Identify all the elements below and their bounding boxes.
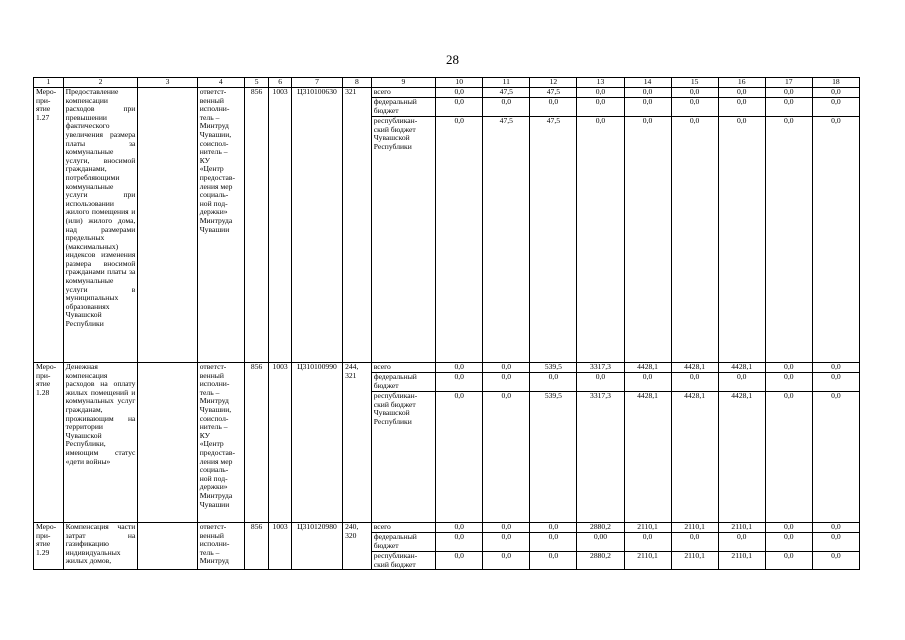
grbs-code: 856	[244, 363, 269, 523]
csr-code: Ц310120980	[291, 523, 342, 570]
amount-cell: 2110,1	[671, 523, 718, 533]
event-number: Меро- при- ятие 1.29	[34, 523, 64, 570]
event-name: Денежная компенсация расходов на оплату жилых помещений и коммунальных услуг гражданам, проживающим на территории Чувашской Республики, имеющим статус «дети войны»	[63, 363, 138, 523]
csr-code: Ц310100990	[291, 363, 342, 523]
event-name: Предоставление компенсации расходов при превышении фактического увеличения размера платы за коммунальные услуги, вносимой гражданами, потребляющими коммунальные услуги при использовании жилого помещения и (или) жилого дома, над размерами предельных (максимальных) индексов изменения размера вносимой гражданами платы за коммунальные услуги в муниципальных образованиях Чувашской Республики	[63, 88, 138, 363]
funding-source: всего	[371, 88, 435, 98]
amount-cell: 0,0	[765, 363, 812, 373]
subprogram-cell	[138, 88, 197, 363]
amount-cell: 539,5	[530, 363, 577, 373]
amount-cell: 0,0	[530, 523, 577, 533]
csr-code: Ц310100630	[291, 88, 342, 363]
amount-cell: 0,0	[765, 533, 812, 552]
amount-cell: 0,0	[718, 373, 765, 392]
amount-cell: 47,5	[530, 117, 577, 363]
amount-cell: 0,0	[483, 533, 530, 552]
funding-source: федеральный бюджет	[371, 98, 435, 117]
column-header: 4	[197, 78, 244, 88]
grbs-code: 856	[244, 88, 269, 363]
amount-cell: 0,0	[436, 392, 483, 523]
amount-cell: 0,0	[624, 117, 671, 363]
amount-cell: 2110,1	[671, 552, 718, 570]
event-number: Меро- при- ятие 1.28	[34, 363, 64, 523]
amount-cell: 0,0	[577, 373, 624, 392]
column-header: 2	[63, 78, 138, 88]
amount-cell: 0,0	[483, 98, 530, 117]
amount-cell: 47,5	[483, 117, 530, 363]
amount-cell: 0,0	[812, 98, 859, 117]
column-header: 11	[483, 78, 530, 88]
amount-cell: 4428,1	[624, 363, 671, 373]
amount-cell: 0,0	[483, 373, 530, 392]
table-row	[34, 523, 860, 533]
amount-cell: 3317,3	[577, 392, 624, 523]
amount-cell: 539,5	[530, 392, 577, 523]
funding-source: всего	[371, 523, 435, 533]
amount-cell: 47,5	[483, 88, 530, 98]
column-header: 6	[269, 78, 292, 88]
column-header: 9	[371, 78, 435, 88]
column-header: 8	[343, 78, 372, 88]
amount-cell: 0,0	[765, 98, 812, 117]
column-header: 18	[812, 78, 859, 88]
amount-cell: 0,0	[718, 98, 765, 117]
subprogram-cell	[138, 363, 197, 523]
amount-cell: 0,0	[812, 88, 859, 98]
amount-cell: 0,0	[765, 373, 812, 392]
amount-cell: 0,0	[530, 552, 577, 570]
funding-source: федеральный бюджет	[371, 533, 435, 552]
amount-cell: 0,0	[624, 98, 671, 117]
amount-cell: 0,0	[671, 373, 718, 392]
amount-cell: 0,0	[718, 533, 765, 552]
amount-cell: 4428,1	[718, 363, 765, 373]
amount-cell: 0,0	[812, 392, 859, 523]
amount-cell: 0,00	[577, 533, 624, 552]
amount-cell: 0,0	[530, 373, 577, 392]
amount-cell: 0,0	[765, 392, 812, 523]
amount-cell: 4428,1	[718, 392, 765, 523]
amount-cell: 4428,1	[624, 392, 671, 523]
table-row	[34, 88, 860, 98]
subprogram-cell	[138, 523, 197, 570]
column-header: 15	[671, 78, 718, 88]
funding-source: республикан- ский бюджет	[371, 552, 435, 570]
amount-cell: 0,0	[718, 88, 765, 98]
amount-cell: 0,0	[436, 373, 483, 392]
rz-pr-code: 1003	[269, 88, 292, 363]
column-header: 3	[138, 78, 197, 88]
amount-cell: 0,0	[483, 392, 530, 523]
amount-cell: 0,0	[812, 363, 859, 373]
amount-cell: 0,0	[671, 88, 718, 98]
amount-cell: 0,0	[671, 98, 718, 117]
budget-table	[33, 77, 860, 570]
amount-cell: 0,0	[765, 88, 812, 98]
amount-cell: 0,0	[624, 373, 671, 392]
amount-cell: 0,0	[436, 523, 483, 533]
amount-cell: 3317,3	[577, 363, 624, 373]
amount-cell: 0,0	[812, 373, 859, 392]
amount-cell: 0,0	[530, 533, 577, 552]
vr-code: 244, 321	[343, 363, 372, 523]
amount-cell: 0,0	[436, 88, 483, 98]
vr-code: 321	[343, 88, 372, 363]
rz-pr-code: 1003	[269, 523, 292, 570]
amount-cell: 0,0	[436, 363, 483, 373]
amount-cell: 0,0	[436, 533, 483, 552]
amount-cell: 0,0	[718, 117, 765, 363]
amount-cell: 0,0	[483, 552, 530, 570]
amount-cell: 0,0	[577, 98, 624, 117]
amount-cell: 0,0	[577, 88, 624, 98]
column-number-row	[34, 78, 860, 88]
executor: ответст- венный исполни- тель – Минтруд Чувашии, соиспол- нитель – КУ «Центр предостав- ления мер социаль- ной под- держки» Минтруда Чувашии	[197, 363, 244, 523]
amount-cell: 2110,1	[718, 552, 765, 570]
event-name: Компенсация части затрат на газификацию индивидуальных жилых домов,	[63, 523, 138, 570]
amount-cell: 0,0	[436, 552, 483, 570]
funding-source: республикан- ский бюджет Чувашской Республики	[371, 117, 435, 363]
column-header: 7	[291, 78, 342, 88]
amount-cell: 2110,1	[624, 552, 671, 570]
column-header: 1	[34, 78, 64, 88]
amount-cell: 0,0	[624, 533, 671, 552]
amount-cell: 0,0	[765, 552, 812, 570]
amount-cell: 2110,1	[624, 523, 671, 533]
amount-cell: 2880,2	[577, 523, 624, 533]
amount-cell: 0,0	[812, 117, 859, 363]
amount-cell: 0,0	[530, 98, 577, 117]
amount-cell: 0,0	[812, 533, 859, 552]
amount-cell: 0,0	[436, 117, 483, 363]
amount-cell: 0,0	[765, 523, 812, 533]
column-header: 5	[244, 78, 269, 88]
amount-cell: 0,0	[436, 98, 483, 117]
amount-cell: 0,0	[812, 523, 859, 533]
funding-source: республикан- ский бюджет Чувашской Республики	[371, 392, 435, 523]
column-header: 13	[577, 78, 624, 88]
amount-cell: 0,0	[671, 117, 718, 363]
funding-source: всего	[371, 363, 435, 373]
amount-cell: 4428,1	[671, 392, 718, 523]
vr-code: 240, 320	[343, 523, 372, 570]
column-header: 16	[718, 78, 765, 88]
funding-source: федеральный бюджет	[371, 373, 435, 392]
page-number: 28	[446, 52, 459, 67]
column-header: 17	[765, 78, 812, 88]
amount-cell: 47,5	[530, 88, 577, 98]
executor: ответст- венный исполни- тель – Минтруд	[197, 523, 244, 570]
executor: ответст- венный исполни- тель – Минтруд Чувашии, соиспол- нитель – КУ «Центр предостав- ления мер социаль- ной под- держки» Минтруда Чувашии	[197, 88, 244, 363]
column-header: 10	[436, 78, 483, 88]
grbs-code: 856	[244, 523, 269, 570]
amount-cell: 2110,1	[718, 523, 765, 533]
amount-cell: 0,0	[812, 552, 859, 570]
column-header: 14	[624, 78, 671, 88]
table-row	[34, 363, 860, 373]
event-number: Меро- при- ятие 1.27	[34, 88, 64, 363]
amount-cell: 0,0	[624, 88, 671, 98]
amount-cell: 4428,1	[671, 363, 718, 373]
amount-cell: 0,0	[577, 117, 624, 363]
amount-cell: 0,0	[483, 363, 530, 373]
amount-cell: 0,0	[765, 117, 812, 363]
rz-pr-code: 1003	[269, 363, 292, 523]
amount-cell: 0,0	[671, 533, 718, 552]
column-header: 12	[530, 78, 577, 88]
amount-cell: 2880,2	[577, 552, 624, 570]
amount-cell: 0,0	[483, 523, 530, 533]
